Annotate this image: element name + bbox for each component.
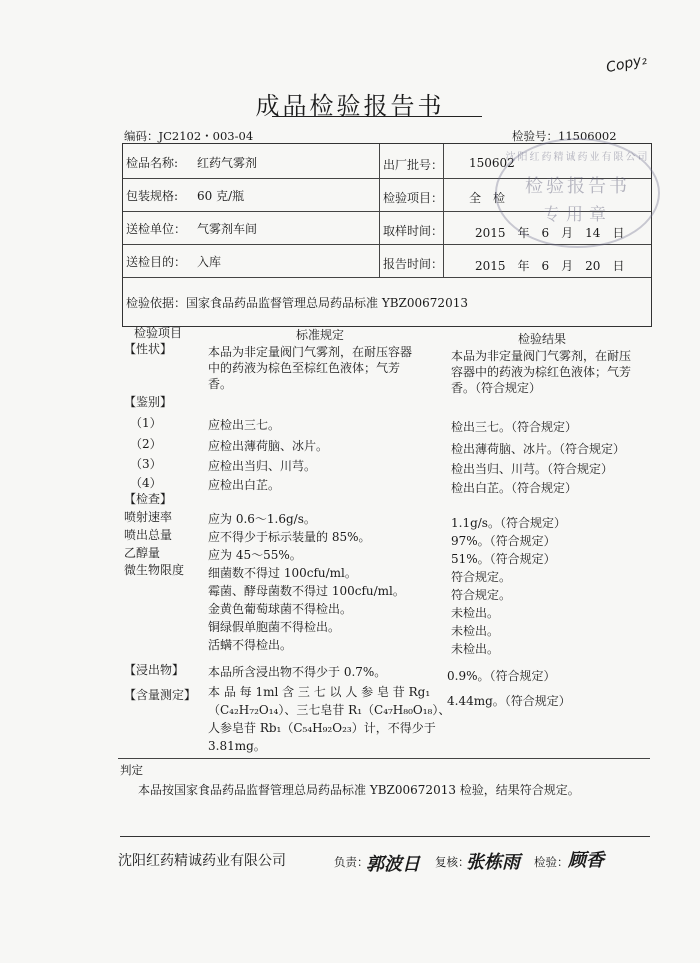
inspection-result: 符合规定。 xyxy=(451,570,512,584)
identification-result: 检出白芷。（符合规定） xyxy=(451,481,578,495)
inspection-result: 1.1g/s。（符合规定） xyxy=(451,516,566,530)
identification-standard: 应检出当归、川芎。 xyxy=(208,459,317,473)
official-stamp xyxy=(495,138,660,248)
inspection-item: 乙醇量 xyxy=(124,546,161,560)
identification-standard: 应检出薄荷脑、冰片。 xyxy=(208,439,329,453)
properties-result-line: 香。（符合规定） xyxy=(451,381,542,395)
field-label: 送检目的： xyxy=(126,255,187,269)
inspection-item: 喷射速率 xyxy=(124,510,173,524)
inspection-standard: 霉菌、酵母菌数不得过 100cfu/ml。 xyxy=(208,584,405,598)
product-name: 红药气雾剂 xyxy=(197,156,258,170)
content-standard-line: 3.81mg。 xyxy=(208,739,266,753)
identification-no: （4） xyxy=(130,476,162,490)
inspection-standard: 细菌数不得过 100cfu/ml。 xyxy=(208,566,357,580)
section-properties-label: 【性状】 xyxy=(124,342,173,356)
content-standard-line: 本 品 每 1ml 含 三 七 以 人 参 皂 苷 Rg₁ xyxy=(208,685,431,699)
inspection-standard: 金黄色葡萄球菌不得检出。 xyxy=(208,602,353,616)
content-result: 4.44mg。（符合规定） xyxy=(447,694,571,708)
stamp-purpose: 专用章 xyxy=(543,205,612,225)
inspection-standard: 应为 0.6～1.6g/s。 xyxy=(208,512,316,526)
identification-no: （3） xyxy=(130,457,162,471)
content-standard-line: （C₄₂H₇₂O₁₄）、三七皂苷 R₁（C₄₇H₈₀O₁₈）、 xyxy=(208,703,451,717)
responsible-label: 负责： xyxy=(334,855,369,869)
batch-number: 150602 xyxy=(469,156,515,170)
inspection-basis: 检验依据：国家食品药品监督管理总局药品标准 YBZ00672013 xyxy=(126,296,468,310)
grid-line xyxy=(123,277,651,278)
extract-result: 0.9%。（符合规定） xyxy=(447,669,556,683)
inspection-standard: 活螨不得检出。 xyxy=(208,638,293,652)
identification-no: （1） xyxy=(130,416,162,430)
inspector-signature: 顾香 xyxy=(568,850,604,871)
page-title: 成品检验报告书 xyxy=(255,92,445,120)
section-inspection-label: 【检查】 xyxy=(124,492,173,506)
inspection-result: 未检出。 xyxy=(451,606,500,620)
inspector-label: 检验： xyxy=(534,855,569,869)
inspection-result: 51%。（符合规定） xyxy=(451,552,556,566)
reviewer-label: 复核： xyxy=(435,855,470,869)
report-date: 2015 年 6 月 20 日 xyxy=(475,259,625,273)
identification-no: （2） xyxy=(130,437,162,451)
identification-standard: 应检出白芷。 xyxy=(208,478,281,492)
company-name: 沈阳红药精诚药业有限公司 xyxy=(118,853,286,869)
properties-standard-line: 本品为非定量阀门气雾剂，在耐压容器 xyxy=(208,345,413,359)
field-label: 取样时间： xyxy=(383,224,444,238)
col-header-result: 检验结果 xyxy=(518,332,567,346)
identification-result: 检出当归、川芎。（符合规定） xyxy=(451,462,614,476)
properties-result-line: 本品为非定量阀门气雾剂，在耐压 xyxy=(451,349,632,363)
sampling-date: 2015 年 6 月 14 日 xyxy=(475,226,625,240)
inspection-result: 未检出。 xyxy=(451,624,500,638)
properties-standard-line: 香。 xyxy=(208,377,233,391)
signature-divider xyxy=(120,836,650,837)
handwritten-copy-note: Copy₂ xyxy=(604,51,649,77)
reviewer-signature: 张栋雨 xyxy=(466,852,520,873)
properties-standard-line: 中的药液为棕色至棕红色液体；气芳 xyxy=(208,361,401,375)
report-number: 检验号：11506002 xyxy=(512,129,617,143)
document-code: 编码：JC2102・003-04 xyxy=(124,129,254,143)
grid-line xyxy=(443,144,444,277)
submitting-unit: 气雾剂车间 xyxy=(197,222,258,236)
col-header-standard: 标准规定 xyxy=(296,328,345,342)
inspection-result: 符合规定。 xyxy=(451,588,512,602)
grid-line xyxy=(379,144,380,277)
title-underline xyxy=(272,116,482,117)
inspection-standard: 应不得少于标示装量的 85%。 xyxy=(208,530,371,544)
stamp-title: 检验报告书 xyxy=(525,176,630,197)
judgment-label: 判定 xyxy=(120,763,143,777)
submission-purpose: 入库 xyxy=(197,255,222,269)
section-extract-label: 【浸出物】 xyxy=(124,663,185,677)
inspection-item: 微生物限度 xyxy=(124,563,185,577)
responsible-signature: 郭波日 xyxy=(366,854,420,875)
col-header-item: 检验项目 xyxy=(134,326,183,340)
field-label: 包装规格: xyxy=(126,189,179,203)
judgment-text: 本品按国家食品药品监督管理总局药品标准 YBZ00672013 检验，结果符合规定。 xyxy=(138,783,580,797)
inspection-item: 全 检 xyxy=(469,191,506,205)
field-label: 出厂批号： xyxy=(383,158,444,172)
field-label: 报告时间： xyxy=(383,257,444,271)
identification-standard: 应检出三七。 xyxy=(208,418,281,432)
package-spec: 60 克/瓶 xyxy=(197,189,245,203)
section-content-label: 【含量测定】 xyxy=(124,688,197,702)
field-label: 检品名称: xyxy=(126,156,179,170)
judgment-divider xyxy=(118,758,650,759)
identification-result: 检出薄荷脑、冰片。（符合规定） xyxy=(451,442,626,456)
content-standard-line: 人参皂苷 Rb₁（C₅₄H₉₂O₂₃）计，不得少于 xyxy=(208,721,436,735)
inspection-item: 喷出总量 xyxy=(124,528,173,542)
properties-result-line: 容器中的药液为棕红色液体；气芳 xyxy=(451,365,632,379)
identification-result: 检出三七。（符合规定） xyxy=(451,420,578,434)
field-label: 送检单位： xyxy=(126,222,187,236)
field-label: 检验项目： xyxy=(383,191,444,205)
inspection-result: 97%。（符合规定） xyxy=(451,534,556,548)
inspection-result: 未检出。 xyxy=(451,642,500,656)
stamp-company: 沈阳红药精诚药业有限公司 xyxy=(505,152,650,163)
extract-standard: 本品所含浸出物不得少于 0.7%。 xyxy=(208,665,387,679)
section-identification-label: 【鉴别】 xyxy=(124,395,173,409)
inspection-standard: 铜绿假单胞菌不得检出。 xyxy=(208,620,341,634)
inspection-standard: 应为 45～55%。 xyxy=(208,548,302,562)
